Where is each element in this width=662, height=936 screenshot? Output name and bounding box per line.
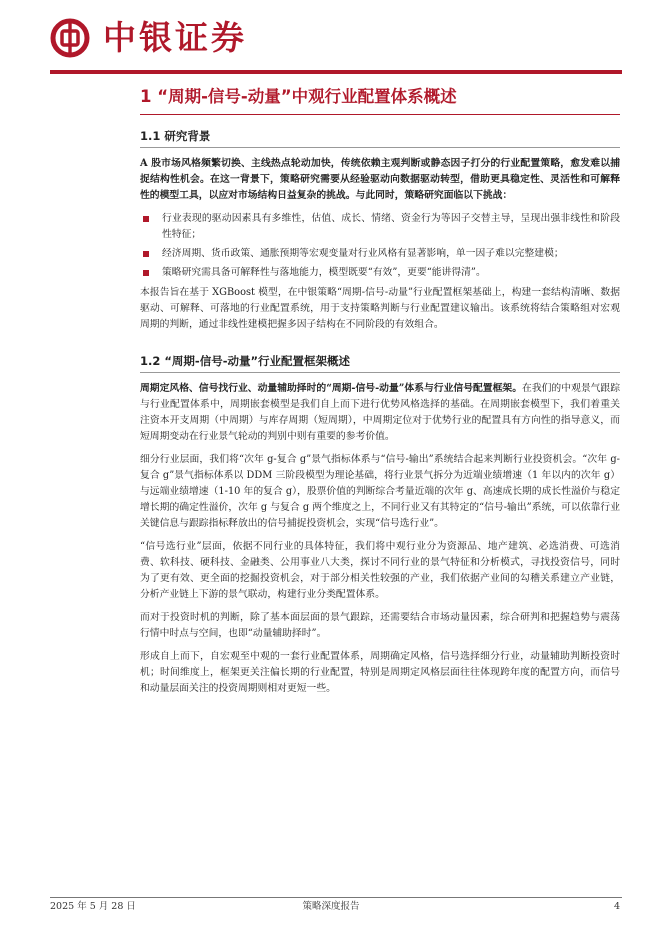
- framework-lead-paragraph: [140, 381, 620, 445]
- boc-coin-logo-icon: [50, 18, 90, 58]
- timing-paragraph: 而对于投资时机的判断，除了基本面层面的景气跟踪，还需要结合市场动量因素，综合研判和把握趋势与震荡行情中时点与空间，也即“动量辅助择时”。: [140, 612, 620, 639]
- brand-name: 中银证券: [103, 18, 247, 57]
- red-square-bullet-icon: [143, 270, 149, 276]
- red-square-bullet-icon: [143, 216, 149, 222]
- main-content: [140, 86, 620, 704]
- red-square-bullet-icon: [143, 251, 149, 257]
- subsection-rule: [140, 147, 620, 148]
- page-header: [0, 0, 662, 78]
- list-item-text: 行业表现的驱动因素具有多维性，估值、成长、情绪、资金行为等因子交替主导，呈现出强非线性和阶段性特征；: [162, 213, 620, 240]
- signal-selection-paragraph: “信号选行业”层面，依据不同行业的具体特征，我们将中观行业分为资源品、地产建筑、必选消费、可选消费、软科技、硬科技、金融类、公用事业八大类，探讨不同行业的景气特征和分析模式，寻找投资信号，同时为了更有效、更全面的挖掘投资机会，对于部分相关性较强的产业，我们依据产业间的勾稽关系建立产业链，分析产业链上下游的景气联动，构建行业分类配置体系。: [140, 541, 620, 600]
- section-title-rule: [140, 114, 620, 115]
- research-background-lead: A 股市场风格频繁切换、主线热点轮动加快，传统依赖主观判断或静态因子打分的行业配置策略，愈发难以捕捉结构性机会。在这一背景下，策略研究需要从经验驱动向数据驱动转型，借助更具稳定性、灵活性和可解释性的模型工具，以应对市场结构日益复杂的挑战。与此同时，策略研究面临以下挑战：: [140, 158, 620, 201]
- spacer: [140, 340, 620, 354]
- summary-paragraph: 形成自上而下，自宏观至中观的一套行业配置体系，周期确定风格，信号选择细分行业，动量辅助判断投资时机；时间维度上，框架更关注偏长期的行业配置，特别是周期定风格层面往往体现跨年度的配置方向，而信号和动量层面关注的投资周期则相对更短一些。: [140, 651, 620, 694]
- footer-date: 2025 年 5 月 28 日: [50, 901, 136, 912]
- framework-lead-rest: 在我们的中观景气跟踪与行业配置体系中，周期嵌套模型是我们自上而下进行优势风格选择的基础。在周期嵌套模型下，我们着重关注资本开支周期（中周期）与库存周期（短周期），中周期定位对于优势行业的配置具有方向性的指导意义，而短周期变动在行业景气轮动的判别中则有重要的参考价值。: [140, 383, 621, 442]
- framework-lead-bold: 周期定风格、信号找行业、动量辅助择时的“周期-信号-动量”体系与行业信号配置框架。: [140, 383, 523, 394]
- list-item-text: 策略研究需具备可解释性与落地能力，模型既要“有效”，更要“能讲得清”。: [162, 267, 486, 278]
- challenge-list: [140, 211, 620, 281]
- industry-level-paragraph: 细分行业层面，我们将“次年 g-复合 g”景气指标体系与“信号-输出”系统结合起来判断行业投资机会。“次年 g-复合 g”景气指标体系以 DDM 三阶段模型为理论基础，将行业景气拆分为近端业绩增速（1 年以内的次年 g）与远端业绩增速（1-10 年的复合 g），股票价值的判断综合考量近端的次年 g、高速成长期的成长性溢价与稳定增长期的确定性溢价，次年 g 与复合 g 两个维度之上，不同行业又有其特定的“信号-输出”系统，可以依靠行业关键信息与跟踪指标释放出的信号捕捉投资机会，实现“信号选行业”。: [140, 454, 620, 529]
- list-item: [140, 211, 620, 243]
- list-item: [140, 265, 620, 281]
- header-rule: [50, 70, 622, 74]
- section-title: 1 “周期-信号-动量”中观行业配置体系概述: [140, 87, 457, 106]
- subsection-rule: [140, 372, 620, 373]
- subsection-title-research-background: 1.1 研究背景: [140, 129, 211, 143]
- report-purpose-paragraph: 本报告旨在基于 XGBoost 模型，在中银策略“周期-信号-动量”行业配置框架基础上，构建一套结构清晰、数据驱动、可解释、可落地的行业配置系统，用于支持策略判断与行业配置建议输出。该系统将结合策略组对宏观周期的判断，通过非线性建模把握多因子结构在不同阶段的有效组合。: [140, 287, 620, 330]
- list-item-text: 经济周期、货币政策、通胀预期等宏观变量对行业风格有显著影响，单一因子难以完整建模；: [162, 248, 564, 259]
- list-item: [140, 246, 620, 262]
- page-number: 4: [613, 901, 620, 912]
- footer-report-type: 策略深度报告: [302, 901, 360, 912]
- subsection-title-framework-overview: 1.2 “周期-信号-动量”行业配置框架概述: [140, 354, 351, 368]
- footer-rule: [50, 897, 622, 898]
